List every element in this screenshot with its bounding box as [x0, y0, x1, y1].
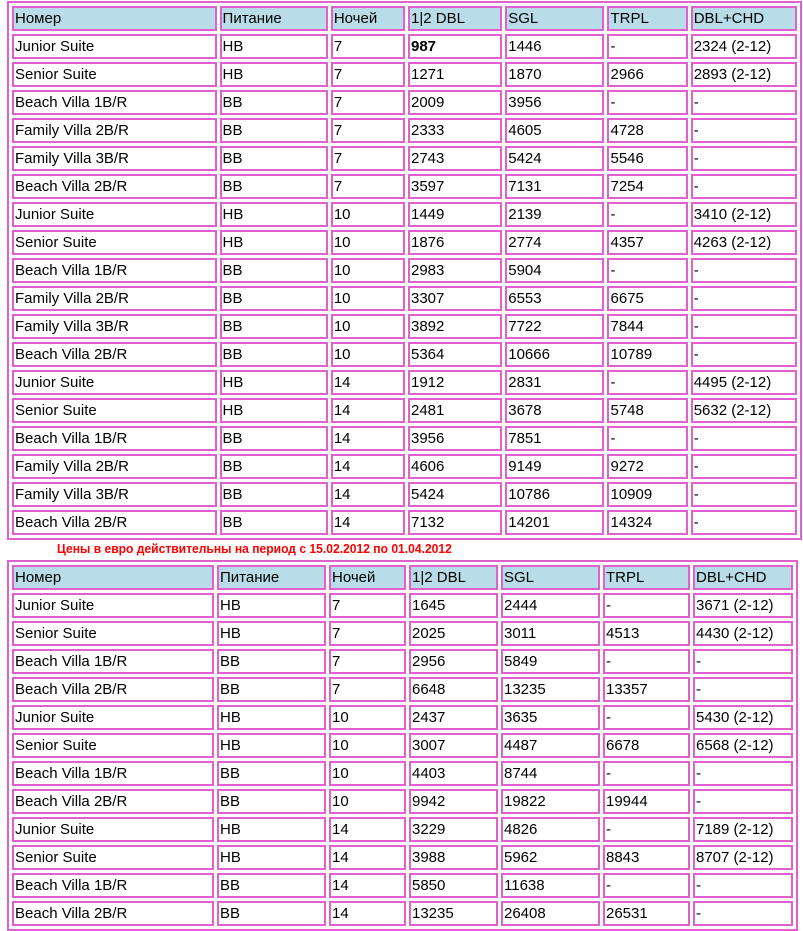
cell-dbl-chd: - [693, 649, 793, 674]
cell-nights: 10 [331, 202, 405, 227]
cell-nights: 7 [331, 146, 405, 171]
cell-room: Beach Villa 2B/R [12, 342, 217, 367]
table-row [12, 593, 793, 618]
cell-dbl: 3307 [408, 286, 502, 311]
column-header-dbl-chd: DBL+CHD [693, 565, 793, 590]
cell-room: Beach Villa 2B/R [12, 901, 214, 926]
cell-sgl: 2774 [505, 230, 604, 255]
cell-trpl: 8843 [603, 845, 690, 870]
cell-room: Beach Villa 2B/R [12, 174, 217, 199]
cell-dbl-chd: - [691, 454, 797, 479]
cell-nights: 7 [329, 649, 406, 674]
cell-dbl-chd: - [691, 426, 797, 451]
cell-sgl: 3011 [501, 621, 600, 646]
column-header-board: Питание [220, 6, 328, 31]
cell-dbl-chd: - [691, 146, 797, 171]
table-row [12, 286, 797, 311]
cell-dbl: 5364 [408, 342, 502, 367]
cell-trpl: - [607, 426, 687, 451]
cell-trpl: - [607, 258, 687, 283]
cell-sgl: 11638 [501, 873, 600, 898]
table-row [12, 677, 793, 702]
cell-board: BB [217, 901, 326, 926]
table-row [12, 873, 793, 898]
table-row [12, 845, 793, 870]
cell-trpl: - [607, 90, 687, 115]
cell-dbl: 3956 [408, 426, 502, 451]
cell-dbl: 3988 [409, 845, 498, 870]
cell-nights: 10 [331, 342, 405, 367]
table-row [12, 370, 797, 395]
cell-board: BB [220, 426, 328, 451]
cell-trpl: 5748 [607, 398, 687, 423]
cell-dbl: 1876 [408, 230, 502, 255]
table-row [12, 202, 797, 227]
cell-trpl: - [603, 761, 690, 786]
cell-nights: 14 [331, 510, 405, 535]
cell-board: HB [220, 230, 328, 255]
cell-trpl: 4513 [603, 621, 690, 646]
cell-nights: 14 [331, 426, 405, 451]
cell-sgl: 10666 [505, 342, 604, 367]
table-row [12, 398, 797, 423]
cell-sgl: 5849 [501, 649, 600, 674]
cell-dbl-chd: 5430 (2-12) [693, 705, 793, 730]
cell-dbl-chd: - [691, 342, 797, 367]
cell-board: HB [217, 845, 326, 870]
cell-room: Junior Suite [12, 34, 217, 59]
cell-board: HB [217, 817, 326, 842]
cell-dbl-chd: 8707 (2-12) [693, 845, 793, 870]
cell-room: Family Villa 2B/R [12, 286, 217, 311]
column-header-dbl-chd: DBL+CHD [691, 6, 797, 31]
cell-room: Beach Villa 1B/R [12, 761, 214, 786]
cell-nights: 14 [331, 454, 405, 479]
cell-sgl: 7722 [505, 314, 604, 339]
cell-board: BB [217, 677, 326, 702]
price-table-2 [7, 560, 798, 931]
price-table-2-body [12, 565, 793, 926]
cell-nights: 14 [329, 817, 406, 842]
cell-nights: 14 [329, 873, 406, 898]
cell-room: Senior Suite [12, 398, 217, 423]
cell-board: BB [220, 90, 328, 115]
cell-room: Beach Villa 2B/R [12, 789, 214, 814]
cell-room: Junior Suite [12, 202, 217, 227]
cell-room: Senior Suite [12, 62, 217, 87]
cell-room: Family Villa 3B/R [12, 482, 217, 507]
cell-dbl: 2743 [408, 146, 502, 171]
cell-sgl: 3635 [501, 705, 600, 730]
cell-room: Family Villa 2B/R [12, 118, 217, 143]
cell-trpl: - [603, 817, 690, 842]
cell-board: BB [220, 510, 328, 535]
cell-nights: 14 [331, 370, 405, 395]
table-row [12, 34, 797, 59]
cell-dbl-chd: 5632 (2-12) [691, 398, 797, 423]
table-row [12, 230, 797, 255]
table-row [12, 510, 797, 535]
table-row [12, 146, 797, 171]
cell-dbl-chd: - [691, 118, 797, 143]
cell-sgl: 5904 [505, 258, 604, 283]
cell-board: HB [217, 593, 326, 618]
cell-sgl: 6553 [505, 286, 604, 311]
table-row [12, 789, 793, 814]
cell-room: Beach Villa 1B/R [12, 649, 214, 674]
cell-nights: 7 [329, 621, 406, 646]
cell-board: HB [220, 398, 328, 423]
table-row [12, 621, 793, 646]
cell-dbl: 3597 [408, 174, 502, 199]
cell-board: HB [217, 621, 326, 646]
cell-board: HB [220, 34, 328, 59]
cell-nights: 7 [331, 62, 405, 87]
table-row [12, 342, 797, 367]
cell-sgl: 3956 [505, 90, 604, 115]
cell-dbl: 1271 [408, 62, 502, 87]
cell-room: Junior Suite [12, 370, 217, 395]
cell-sgl: 2444 [501, 593, 600, 618]
cell-board: HB [220, 370, 328, 395]
cell-dbl-chd: - [693, 677, 793, 702]
cell-dbl-chd: - [693, 761, 793, 786]
cell-dbl: 5424 [408, 482, 502, 507]
cell-dbl: 4606 [408, 454, 502, 479]
cell-board: BB [217, 649, 326, 674]
cell-trpl: 13357 [603, 677, 690, 702]
cell-nights: 7 [329, 677, 406, 702]
cell-sgl: 1446 [505, 34, 604, 59]
table-row [12, 174, 797, 199]
cell-dbl-chd: 2324 (2-12) [691, 34, 797, 59]
column-header-room: Номер [12, 6, 217, 31]
cell-nights: 10 [331, 230, 405, 255]
cell-room: Senior Suite [12, 845, 214, 870]
cell-nights: 10 [331, 286, 405, 311]
cell-sgl: 8744 [501, 761, 600, 786]
cell-trpl: - [603, 705, 690, 730]
cell-dbl: 2437 [409, 705, 498, 730]
cell-dbl-chd: - [691, 314, 797, 339]
cell-room: Beach Villa 1B/R [12, 90, 217, 115]
cell-dbl: 2481 [408, 398, 502, 423]
cell-sgl: 19822 [501, 789, 600, 814]
cell-board: HB [217, 733, 326, 758]
cell-board: HB [220, 202, 328, 227]
cell-trpl: - [607, 370, 687, 395]
cell-sgl: 4487 [501, 733, 600, 758]
header-row [12, 6, 797, 31]
cell-dbl: 987 [408, 34, 502, 59]
cell-dbl-chd: 6568 (2-12) [693, 733, 793, 758]
cell-board: BB [220, 454, 328, 479]
cell-nights: 7 [331, 34, 405, 59]
cell-room: Senior Suite [12, 733, 214, 758]
cell-board: BB [220, 342, 328, 367]
cell-nights: 7 [331, 118, 405, 143]
cell-dbl: 7132 [408, 510, 502, 535]
cell-nights: 10 [331, 258, 405, 283]
table-row [12, 649, 793, 674]
cell-dbl: 3892 [408, 314, 502, 339]
table-row [12, 817, 793, 842]
column-header-board: Питание [217, 565, 326, 590]
cell-dbl-chd: - [691, 510, 797, 535]
cell-trpl: - [603, 649, 690, 674]
cell-trpl: - [603, 873, 690, 898]
table-row [12, 90, 797, 115]
table-row [12, 454, 797, 479]
table-row [12, 62, 797, 87]
cell-dbl: 2025 [409, 621, 498, 646]
cell-trpl: 4728 [607, 118, 687, 143]
cell-nights: 14 [329, 845, 406, 870]
cell-trpl: - [603, 593, 690, 618]
cell-room: Junior Suite [12, 593, 214, 618]
cell-dbl-chd: 4495 (2-12) [691, 370, 797, 395]
cell-room: Junior Suite [12, 817, 214, 842]
cell-sgl: 5962 [501, 845, 600, 870]
cell-room: Beach Villa 2B/R [12, 677, 214, 702]
cell-sgl: 2831 [505, 370, 604, 395]
cell-nights: 14 [329, 901, 406, 926]
table-row [12, 733, 793, 758]
cell-dbl: 6648 [409, 677, 498, 702]
cell-dbl: 9942 [409, 789, 498, 814]
cell-board: HB [220, 62, 328, 87]
cell-trpl: 14324 [607, 510, 687, 535]
cell-dbl: 3229 [409, 817, 498, 842]
cell-dbl-chd: - [691, 286, 797, 311]
cell-trpl: 10909 [607, 482, 687, 507]
table-row [12, 761, 793, 786]
price-table-1 [7, 1, 802, 540]
cell-dbl-chd: 7189 (2-12) [693, 817, 793, 842]
cell-trpl: 2966 [607, 62, 687, 87]
cell-dbl-chd: - [691, 482, 797, 507]
cell-board: BB [220, 482, 328, 507]
cell-room: Senior Suite [12, 621, 214, 646]
column-header-trpl: TRPL [603, 565, 690, 590]
cell-room: Beach Villa 1B/R [12, 873, 214, 898]
cell-dbl: 3007 [409, 733, 498, 758]
table-row [12, 314, 797, 339]
cell-trpl: 6675 [607, 286, 687, 311]
cell-sgl: 3678 [505, 398, 604, 423]
cell-board: BB [217, 873, 326, 898]
cell-room: Beach Villa 2B/R [12, 510, 217, 535]
cell-dbl-chd: 2893 (2-12) [691, 62, 797, 87]
cell-sgl: 4826 [501, 817, 600, 842]
cell-sgl: 2139 [505, 202, 604, 227]
column-header-dbl: 1|2 DBL [408, 6, 502, 31]
table-row [12, 426, 797, 451]
cell-dbl: 5850 [409, 873, 498, 898]
price-period-title: Цены в евро действительны на период с 15.02.2012 по 01.04.2012 [57, 541, 452, 556]
cell-sgl: 14201 [505, 510, 604, 535]
cell-board: HB [217, 705, 326, 730]
cell-dbl-chd: - [693, 873, 793, 898]
cell-trpl: 7844 [607, 314, 687, 339]
cell-board: BB [220, 174, 328, 199]
cell-room: Family Villa 2B/R [12, 454, 217, 479]
cell-trpl: - [607, 34, 687, 59]
column-header-room: Номер [12, 565, 214, 590]
cell-nights: 10 [331, 314, 405, 339]
cell-nights: 7 [331, 174, 405, 199]
cell-room: Family Villa 3B/R [12, 146, 217, 171]
cell-nights: 10 [329, 789, 406, 814]
cell-dbl-chd: 4430 (2-12) [693, 621, 793, 646]
cell-trpl: 10789 [607, 342, 687, 367]
cell-sgl: 13235 [501, 677, 600, 702]
cell-dbl: 4403 [409, 761, 498, 786]
cell-dbl-chd: - [691, 258, 797, 283]
cell-dbl: 1645 [409, 593, 498, 618]
cell-dbl-chd: 3671 (2-12) [693, 593, 793, 618]
cell-dbl: 1449 [408, 202, 502, 227]
header-row [12, 565, 793, 590]
cell-nights: 10 [329, 733, 406, 758]
cell-dbl: 2009 [408, 90, 502, 115]
cell-board: BB [220, 314, 328, 339]
cell-trpl: 6678 [603, 733, 690, 758]
cell-trpl: 19944 [603, 789, 690, 814]
cell-dbl: 13235 [409, 901, 498, 926]
cell-dbl-chd: - [693, 789, 793, 814]
cell-board: BB [217, 761, 326, 786]
cell-room: Beach Villa 1B/R [12, 426, 217, 451]
cell-trpl: 26531 [603, 901, 690, 926]
column-header-sgl: SGL [501, 565, 600, 590]
column-header-sgl: SGL [505, 6, 604, 31]
table-row [12, 258, 797, 283]
cell-nights: 10 [329, 761, 406, 786]
cell-dbl-chd: - [693, 901, 793, 926]
cell-sgl: 5424 [505, 146, 604, 171]
table-row [12, 901, 793, 926]
cell-board: BB [220, 118, 328, 143]
cell-dbl: 2333 [408, 118, 502, 143]
cell-dbl-chd: 4263 (2-12) [691, 230, 797, 255]
cell-sgl: 9149 [505, 454, 604, 479]
column-header-nights: Ночей [329, 565, 406, 590]
cell-board: BB [220, 146, 328, 171]
table-row [12, 118, 797, 143]
cell-sgl: 1870 [505, 62, 604, 87]
column-header-nights: Ночей [331, 6, 405, 31]
cell-sgl: 4605 [505, 118, 604, 143]
cell-trpl: - [607, 202, 687, 227]
cell-sgl: 7131 [505, 174, 604, 199]
cell-sgl: 26408 [501, 901, 600, 926]
cell-dbl-chd: - [691, 90, 797, 115]
cell-room: Junior Suite [12, 705, 214, 730]
cell-sgl: 10786 [505, 482, 604, 507]
cell-board: BB [217, 789, 326, 814]
cell-dbl: 2983 [408, 258, 502, 283]
cell-nights: 14 [331, 398, 405, 423]
cell-sgl: 7851 [505, 426, 604, 451]
cell-room: Beach Villa 1B/R [12, 258, 217, 283]
cell-board: BB [220, 286, 328, 311]
cell-nights: 7 [331, 90, 405, 115]
cell-nights: 14 [331, 482, 405, 507]
cell-dbl: 1912 [408, 370, 502, 395]
cell-trpl: 5546 [607, 146, 687, 171]
table-row [12, 705, 793, 730]
cell-room: Senior Suite [12, 230, 217, 255]
cell-nights: 10 [329, 705, 406, 730]
cell-room: Family Villa 3B/R [12, 314, 217, 339]
cell-dbl: 2956 [409, 649, 498, 674]
cell-trpl: 7254 [607, 174, 687, 199]
cell-dbl-chd: - [691, 174, 797, 199]
cell-trpl: 4357 [607, 230, 687, 255]
table-row [12, 482, 797, 507]
price-table-1-body [12, 6, 797, 535]
column-header-dbl: 1|2 DBL [409, 565, 498, 590]
cell-nights: 7 [329, 593, 406, 618]
cell-trpl: 9272 [607, 454, 687, 479]
column-header-trpl: TRPL [607, 6, 687, 31]
cell-board: BB [220, 258, 328, 283]
cell-dbl-chd: 3410 (2-12) [691, 202, 797, 227]
